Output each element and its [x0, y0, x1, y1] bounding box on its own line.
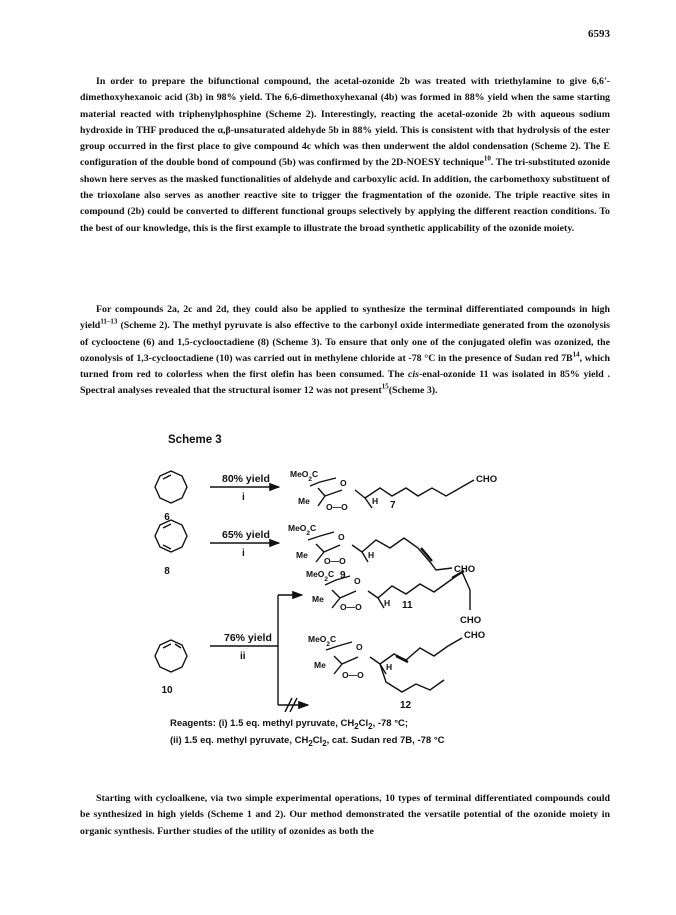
- methyl-group: Me: [298, 496, 310, 506]
- cyclooctene-ring: [155, 471, 187, 503]
- page-number: 6593: [588, 28, 610, 40]
- svg-text:MeO2C: MeO$_2$C: [288, 523, 317, 537]
- svg-text:O: O: [338, 532, 345, 542]
- citation: 11–13: [100, 318, 118, 326]
- citation: 10: [483, 155, 491, 164]
- svg-text:O—O: O—O: [340, 602, 362, 612]
- compound-ref: 5b: [328, 124, 339, 136]
- compound-label: 7: [390, 500, 396, 511]
- svg-text:O: O: [356, 642, 363, 652]
- ester-group: MeO: [290, 469, 309, 479]
- svg-text:H: H: [386, 662, 393, 672]
- compound-label: 10: [161, 685, 173, 696]
- compound-label: 9: [340, 570, 346, 581]
- ozonide-12: [326, 638, 462, 692]
- svg-text:CHO: CHO: [464, 630, 486, 641]
- svg-text:CHO: CHO: [454, 564, 476, 575]
- compound-ref: 2b: [399, 76, 410, 87]
- reagent-label: i: [242, 492, 245, 503]
- svg-text:O—O: O—O: [342, 670, 364, 680]
- hydrogen: H: [372, 496, 379, 506]
- yield-label: 65% yield: [222, 529, 270, 541]
- compound-ref: 2b: [130, 206, 142, 218]
- compound-label: 6: [164, 512, 170, 523]
- citation: 14: [572, 350, 580, 359]
- svg-text:MeO2C: MeO$_2$C: [290, 469, 319, 483]
- scheme-title: Scheme 3: [168, 434, 222, 446]
- svg-text:MeO2C: MeO$_2$C: [306, 569, 335, 583]
- ring-oxygen: O: [340, 478, 347, 488]
- compound-ref: 4c: [301, 141, 312, 153]
- svg-text:MeO2C: MeO$_2$C: [308, 634, 337, 648]
- svg-text:Me: Me: [314, 660, 326, 670]
- yield-label: 76% yield: [224, 632, 272, 644]
- compound-ref: 2c: [183, 304, 193, 315]
- cyclo-1-3-octadiene-ring: [155, 640, 187, 672]
- svg-text:H: H: [368, 550, 375, 560]
- svg-text:Me: Me: [312, 594, 324, 604]
- svg-text:CHO: CHO: [460, 615, 482, 626]
- compound-ref: 2d: [216, 304, 227, 315]
- paragraph-2: For compounds 2a, 2c and 2d, they could also be applied to synthesize the terminal differentiated compounds in high yield$^{11-13}$ (Scheme 2). The methyl pyruvate is also effective to the carbonyl oxide intermediate generated from the ozonolysis of cyclooctene (6) and 1,5-cyclooctadiene (8) (Scheme 3). To ensure that only one of the conjugated olefin was ozonized, the ozonolysis of 1,3-cyclooctadiene (10) was carried out in methylene chloride at -78 °C in the presence of Sudan red $7B^{14}$, which turned from red to colorless when the first olefin has been consumed. The cis-enal-ozonide 11 was isolated in 85% yield . Spectral analyses revealed that the structural isomer 12 was not present$^{15}$(Scheme 3).: [80, 304, 611, 397]
- compound-ref: 10: [219, 352, 230, 364]
- svg-text:O—O: O—O: [324, 556, 346, 566]
- reagent-label: ii: [240, 651, 246, 662]
- reagent-label: i: [242, 548, 245, 559]
- compound-ref: 11: [479, 369, 489, 381]
- compound-label: 11: [402, 600, 413, 611]
- reaction-scheme: [140, 450, 540, 712]
- svg-text:H: H: [384, 598, 391, 608]
- svg-text:O: O: [354, 576, 361, 586]
- reagents-note: Reagents: (i) 1.5 eq. methyl pyruvate, $CH_2Cl_2$, -78 °C; (ii) 1.5 eq. methyl pyruvate, $CH_2Cl_2$, cat. Sudan red 7B, -78 °C: [170, 718, 445, 748]
- aldehyde-group: CHO: [476, 474, 498, 485]
- svg-text:Me: Me: [296, 550, 308, 560]
- compound-ref: 2a: [167, 304, 177, 315]
- compound-label: 12: [400, 700, 412, 711]
- yield-label: 80% yield: [222, 473, 270, 485]
- compound-label: 8: [164, 566, 170, 577]
- citation: 15: [381, 383, 389, 392]
- cyclooctadiene-ring: [155, 520, 187, 552]
- paragraph-3: Starting with cycloalkene, via two simple experimental operations, 10 types of terminal differentiated compounds could be synthesized in high yields (Scheme 1 and 2). Our method demonstrated the versatile potential of the ozonide moiety in organic synthesis. Further studies of the utility of ozonides as both the: [80, 793, 610, 837]
- peroxide-bridge: O—O: [326, 502, 348, 512]
- paragraph-1: In order to prepare the bifunctional compound, the acetal-ozonide 2b was treated with triethylamine to give 6,6'-dimethoxyhexanoic acid (3b) in 98% yield. The 6,6-dimethoxyhexanal (4b) was formed in 88% yield when the same starting material reacted with triphenylphosphine (Scheme 2). Interestingly, reacting the acetal-ozonide 2b with aqueous sodium hydroxide in THF produced the α,β-unsaturated aldehyde 5b in 88% yield. This is consistent with that hydrolysis of the ester group occurred in the first place to give compound 4c which was then underwent the aldol condensation (Scheme 2). The E configuration of the double bond of compound (5b) was confirmed by the 2D-NOESY technique$^{10}$. The tri-substituted ozonide shown here serves as the masked functionalities of aldehyde and carboxylic acid. In addition, the carbomethoxy substituent of the trioxolane also serves as another reactive site to trigger the fragmentation of the ozonide. The triple reactive sites in compound (2b) could be converted to different functional groups selectively by applying the different reaction conditions. To the best of our knowledge, this is the first example to illustrate the broad synthetic applicability of the ozonide moiety.: [80, 76, 611, 234]
- compound-ref: 2b: [502, 108, 513, 120]
- compound-ref: 12: [303, 385, 314, 397]
